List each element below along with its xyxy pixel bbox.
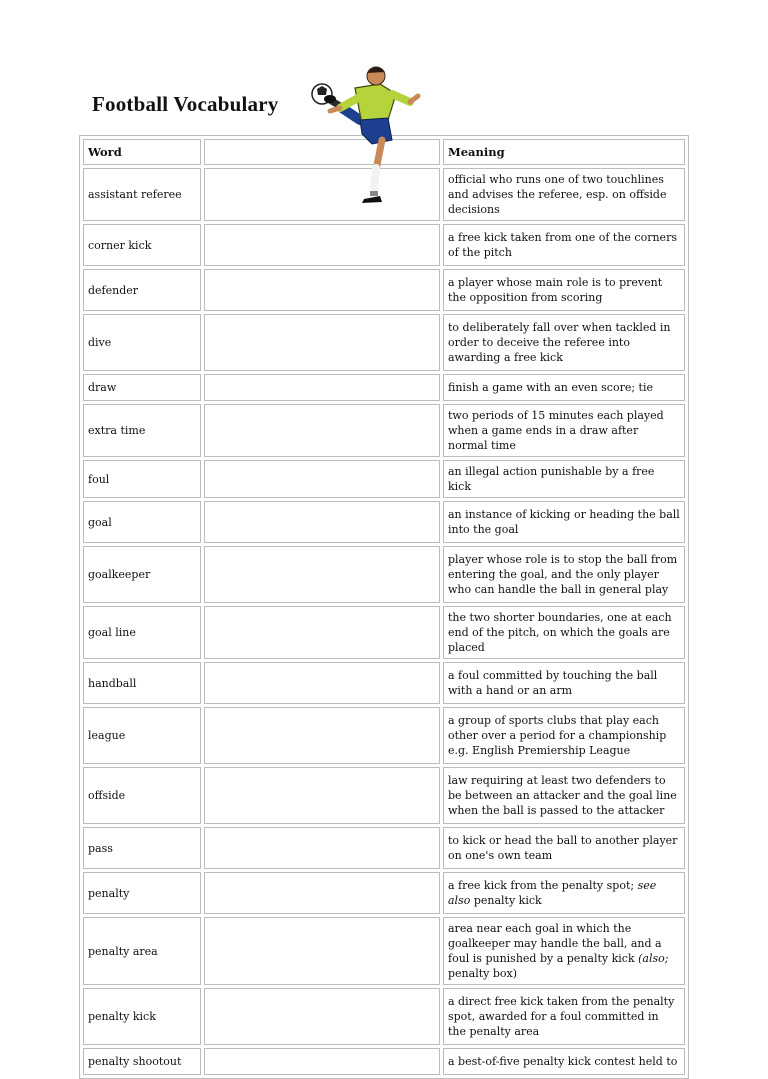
- meaning-cell: [443, 224, 685, 266]
- table-row: [83, 269, 685, 311]
- word-cell: goal line: [83, 606, 201, 659]
- blank-cell: [204, 606, 440, 659]
- table-row: [83, 662, 685, 704]
- word-cell: penalty shootout: [83, 1048, 201, 1075]
- meaning-cell: [443, 988, 685, 1045]
- blank-cell: [204, 314, 440, 371]
- word-cell: foul: [83, 460, 201, 498]
- word-cell: penalty area: [83, 917, 201, 985]
- meaning-cell: [443, 546, 685, 603]
- blank-cell: [204, 460, 440, 498]
- meaning-text: a group of sports clubs that play each other over a period for a championship e.g. English Premiership League: [448, 714, 667, 757]
- table-row: [83, 501, 685, 543]
- meaning-cell: [443, 872, 685, 914]
- word-cell: corner kick: [83, 224, 201, 266]
- table-row: [83, 460, 685, 498]
- word-cell: goal: [83, 501, 201, 543]
- word-cell: assistant referee: [83, 168, 201, 221]
- table-row: [83, 988, 685, 1045]
- blank-cell: [204, 767, 440, 824]
- meaning-cell: [443, 707, 685, 764]
- meaning-text: an illegal action punishable by a free kick: [448, 465, 655, 493]
- meaning-cell: [443, 606, 685, 659]
- table-row: [83, 374, 685, 401]
- meaning-text: two periods of 15 minutes each played when a game ends in a draw after normal time: [448, 409, 664, 452]
- word-cell: extra time: [83, 404, 201, 457]
- meaning-cell: [443, 827, 685, 869]
- footballer-kicking-icon: [300, 58, 425, 208]
- word-cell: dive: [83, 314, 201, 371]
- word-cell: penalty kick: [83, 988, 201, 1045]
- word-cell: handball: [83, 662, 201, 704]
- meaning-text-part: penalty kick: [470, 894, 542, 907]
- table-row: [83, 546, 685, 603]
- meaning-text: law requiring at least two defenders to be between an attacker and the goal line when the ball is passed to the attacker: [448, 774, 677, 817]
- meaning-text: a best-of-five penalty kick contest held to: [448, 1054, 678, 1068]
- meaning-cell: [443, 314, 685, 371]
- meaning-cell: [443, 767, 685, 824]
- page-title: Football Vocabulary: [92, 92, 279, 116]
- word-cell: pass: [83, 827, 201, 869]
- table-row: [83, 1048, 685, 1075]
- table-row: [83, 404, 685, 457]
- meaning-text: to deliberately fall over when tackled in order to deceive the referee into awarding a free kick: [448, 321, 671, 364]
- table-row: [83, 827, 685, 869]
- meaning-text: a foul committed by touching the ball with a hand or an arm: [448, 669, 658, 697]
- table-row: [83, 314, 685, 371]
- meaning-cell: [443, 168, 685, 221]
- blank-cell: [204, 546, 440, 603]
- meaning-cell: [443, 501, 685, 543]
- meaning-cell: [443, 269, 685, 311]
- table-row: [83, 767, 685, 824]
- blank-cell: [204, 872, 440, 914]
- meaning-text: a player whose main role is to prevent the opposition from scoring: [448, 276, 663, 304]
- word-cell: draw: [83, 374, 201, 401]
- meaning-text-part: penalty box): [448, 967, 518, 980]
- meaning-text: the two shorter boundaries, one at each end of the pitch, on which the goals are placed: [448, 611, 672, 654]
- meaning-text-part: area near each goal in which the goalkeeper may handle the ball, and a foul is punished by a penalty kick: [448, 922, 662, 965]
- meaning-cell: [443, 460, 685, 498]
- meaning-text: to kick or head the ball to another player on one's own team: [448, 834, 678, 862]
- meaning-text: official who runs one of two touchlines and advises the referee, esp. on offside decisions: [448, 173, 667, 216]
- table-row: [83, 606, 685, 659]
- blank-cell: [204, 1048, 440, 1075]
- meaning-text-part: (also;: [638, 952, 669, 965]
- word-cell: penalty: [83, 872, 201, 914]
- blank-cell: [204, 707, 440, 764]
- meaning-text: a direct free kick taken from the penalty spot, awarded for a foul committed in the penalty area: [448, 995, 675, 1038]
- blank-cell: [204, 374, 440, 401]
- table-row: [83, 917, 685, 985]
- blank-cell: [204, 827, 440, 869]
- meaning-cell: [443, 374, 685, 401]
- blank-cell: [204, 988, 440, 1045]
- meaning-cell: [443, 917, 685, 985]
- header-meaning: Meaning: [443, 139, 685, 165]
- meaning-text: finish a game with an even score; tie: [448, 381, 653, 394]
- blank-cell: [204, 404, 440, 457]
- blank-cell: [204, 224, 440, 266]
- blank-cell: [204, 501, 440, 543]
- word-cell: league: [83, 707, 201, 764]
- vocabulary-table: [79, 135, 689, 1079]
- table-row: [83, 224, 685, 266]
- meaning-text-part: see also: [448, 879, 657, 907]
- word-cell: goalkeeper: [83, 546, 201, 603]
- table-row: [83, 872, 685, 914]
- word-cell: defender: [83, 269, 201, 311]
- meaning-text: an instance of kicking or heading the ball into the goal: [448, 508, 680, 536]
- meaning-cell: [443, 662, 685, 704]
- meaning-cell: [443, 404, 685, 457]
- meaning-text: player whose role is to stop the ball from entering the goal, and the only player who can handle the ball in general play: [448, 553, 678, 596]
- meaning-cell: [443, 1048, 685, 1075]
- meaning-text-part: a free kick from the penalty spot;: [448, 879, 638, 892]
- meaning-text: a free kick taken from one of the corners of the pitch: [448, 231, 677, 259]
- blank-cell: [204, 917, 440, 985]
- table-row: [83, 707, 685, 764]
- blank-cell: [204, 662, 440, 704]
- header-word: Word: [83, 139, 201, 165]
- word-cell: offside: [83, 767, 201, 824]
- blank-cell: [204, 269, 440, 311]
